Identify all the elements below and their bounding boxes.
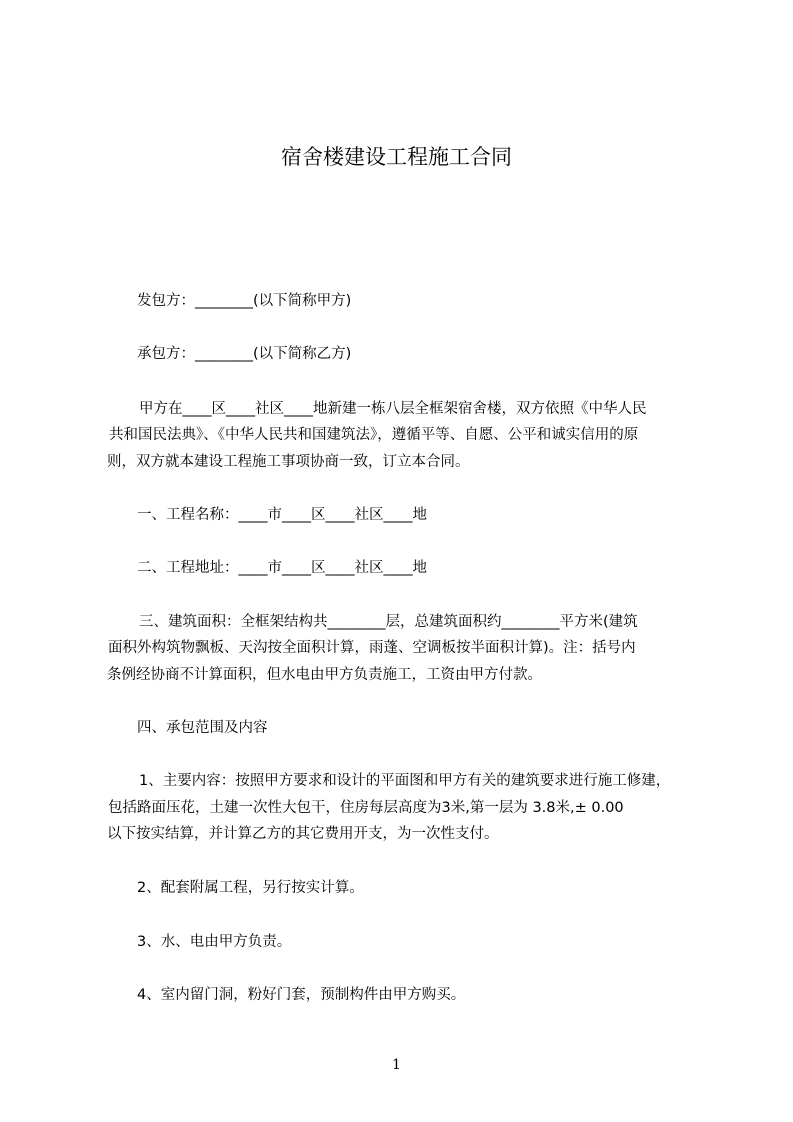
intro-line-2: 共和国民法典》、《中华人民共和国建筑法》，遵循平等、自愿、公平和诚实信用的原	[109, 427, 639, 443]
scope-item-1-line-3: 以下按实结算，并计算乙方的其它费用开支，为一次性支付。	[107, 826, 499, 842]
clause-building-area-line-1: 三、建筑面积：全框架结构共________层，总建筑面积约________平方米(建筑	[139, 614, 638, 630]
party-a-line: 发包方：________(以下简称甲方)	[137, 293, 352, 309]
clause-building-area-line-3: 条例经协商不计算面积，但水电由甲方负责施工，工资由甲方付款。	[107, 667, 542, 683]
clause-building-area-line-2: 面积外构筑物飘板、天沟按全面积计算，雨蓬、空调板按半面积计算)。注：括号内	[108, 640, 636, 656]
scope-item-4: 4、室内留门洞，粉好门套，预制构件由甲方购买。	[137, 987, 466, 1003]
scope-item-1-line-1: 1、主要内容：按照甲方要求和设计的平面图和甲方有关的建筑要求进行施工修建，	[139, 773, 671, 789]
scope-item-2: 2、配套附属工程，另行按实计算。	[137, 880, 364, 896]
clause-project-address: 二、工程地址：____市____区____社区____地	[137, 560, 427, 576]
intro-line-3: 则，双方就本建设工程施工事项协商一致，订立本合同。	[107, 454, 470, 470]
clause-scope-heading: 四、承包范围及内容	[137, 720, 268, 736]
page-number: 1	[392, 1057, 401, 1073]
page-title: 宿舍楼建设工程施工合同	[281, 145, 512, 169]
clause-project-name: 一、工程名称：____市____区____社区____地	[137, 507, 427, 523]
scope-item-1-line-2: 包括路面压花，土建一次性大包干，住房每层高度为3米,第一层为 3.8米,± 0.00	[108, 800, 624, 816]
intro-line-1: 甲方在____区____社区____地新建一栋八层全框架宿舍楼，双方依照《中华人民	[139, 401, 647, 417]
scope-item-3: 3、水、电由甲方负责。	[137, 934, 292, 950]
party-b-line: 承包方：________(以下简称乙方)	[137, 346, 352, 362]
